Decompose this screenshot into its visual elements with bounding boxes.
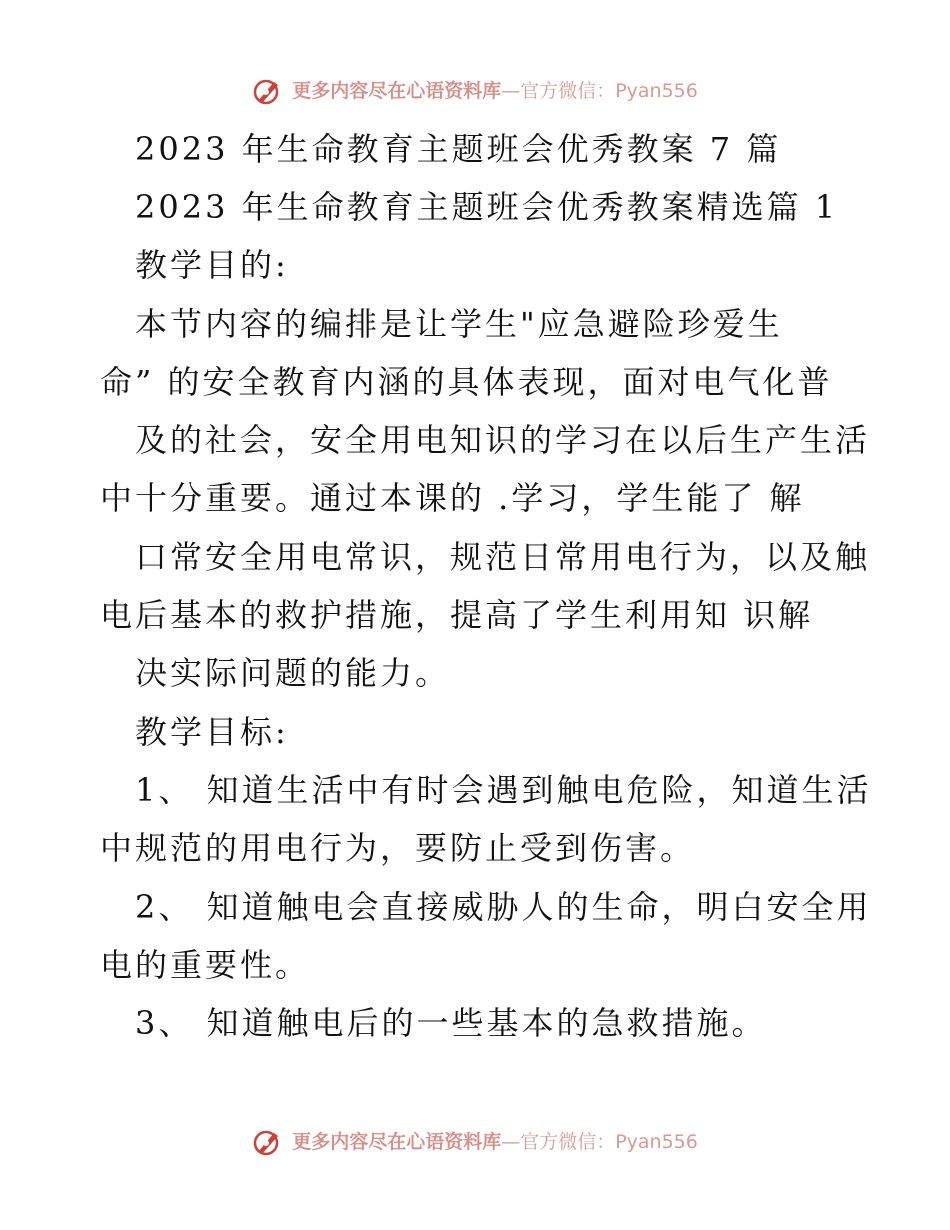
pen-logo-icon: [252, 76, 282, 106]
goal-item-3: 3、 知道触电后的一些基本的急救措施。: [135, 1004, 767, 1042]
subheading-purpose: 教学目的:: [135, 246, 289, 284]
goal-item-2-cont: 电的重要性。: [100, 946, 311, 984]
header-watermark: [0, 76, 950, 106]
watermark-dash: —: [501, 80, 521, 102]
goal-item-2: 2、 知道触电会直接威胁人的生命，明白安全用: [135, 888, 872, 926]
section-heading: 2023 年生命教育主题班会优秀教案精选篇 1: [135, 188, 839, 226]
paragraph-line: 及的社会，安全用电知识的学习在以后生产生活: [135, 421, 871, 459]
goal-item-1: 1、 知道生活中有时会遇到触电危险，知道生活: [135, 771, 872, 809]
goal-item-1-cont: 中规范的用电行为，要防止受到伤害。: [100, 829, 696, 867]
paragraph-line: 决实际问题的能力。: [135, 654, 451, 692]
watermark-contact: 官方微信：Pyan556: [520, 1131, 698, 1153]
paragraph-line: 命” 的安全教育内涵的具体表现，面对电气化普: [100, 363, 833, 401]
paragraph-line: 中十分重要。通过本课的 .学习，学生能了 解: [100, 479, 805, 517]
paragraph-line: 电后基本的救护措施，提高了学生利用知 识解: [100, 596, 814, 634]
paragraph-line: 本节内容的编排是让学生"应急避险珍爱生: [135, 305, 783, 343]
watermark-brand: 更多内容尽在心语资料库: [292, 1131, 502, 1153]
footer-watermark: [0, 1127, 950, 1157]
watermark-brand: 更多内容尽在心语资料库: [292, 80, 502, 102]
watermark-contact: 官方微信：Pyan556: [520, 80, 698, 102]
pen-logo-icon: [252, 1127, 282, 1157]
watermark-dash: —: [501, 1131, 521, 1153]
document-title: 2023 年生命教育主题班会优秀教案 7 篇: [135, 130, 782, 168]
paragraph-line: 口常安全用电常识，规范日常用电行为，以及触: [135, 538, 871, 576]
subheading-goals: 教学目标:: [135, 713, 289, 751]
